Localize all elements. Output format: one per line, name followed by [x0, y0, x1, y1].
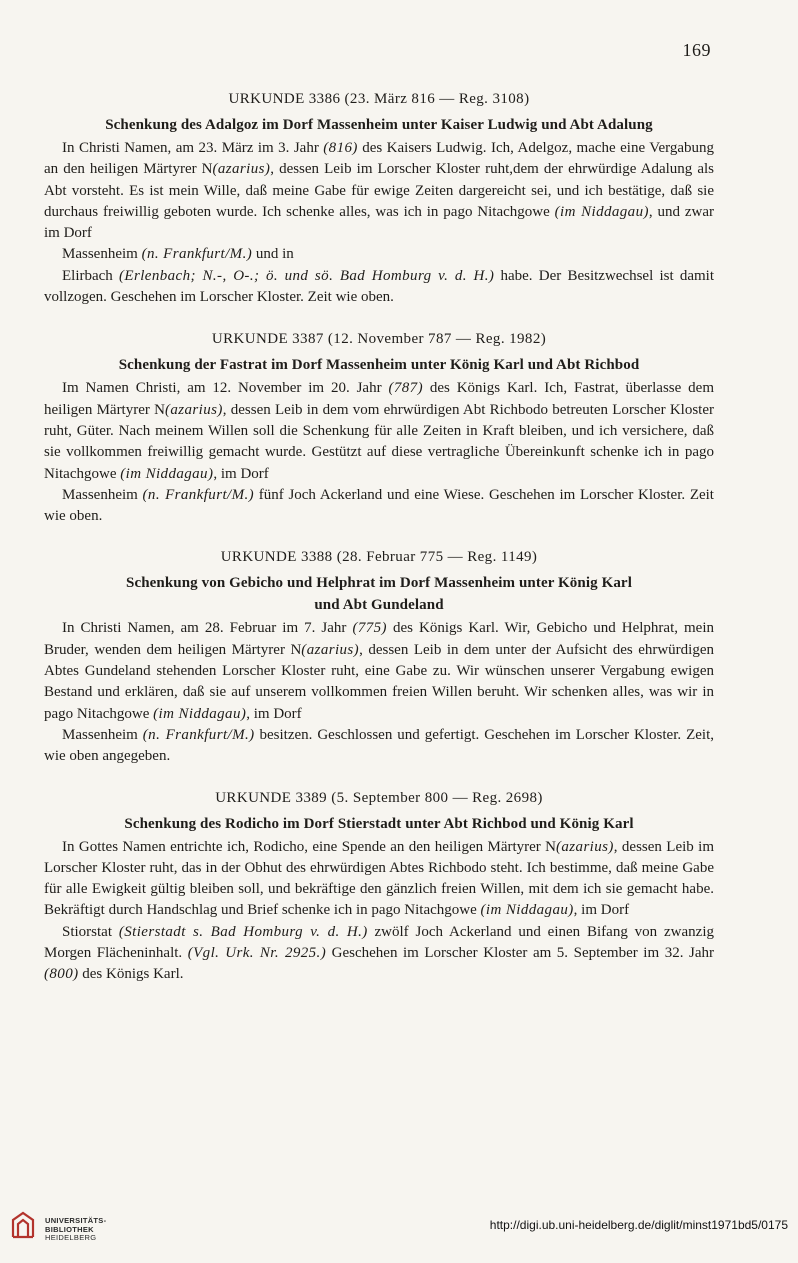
library-name: UNIVERSITÄTS- BIBLIOTHEK HEIDELBERG	[45, 1216, 107, 1242]
urkunde-3389	[44, 787, 714, 986]
paragraph: Massenheim (n. Frankfurt/M.) fünf Joch Ackerland und eine Wiese. Geschehen im Lorscher Kloster. Zeit wie oben.	[44, 486, 714, 525]
urkunde-heading: URKUNDE 3388 (28. Februar 775 — Reg. 1149)	[220, 549, 538, 566]
page-footer	[0, 1200, 798, 1250]
paragraph: Massenheim (n. Frankfurt/M.) und in	[62, 246, 294, 263]
urkunde-3387	[44, 328, 714, 527]
urkunde-heading: URKUNDE 3389 (5. September 800 — Reg. 2698)	[215, 789, 543, 806]
paragraph: Im Namen Christi, am 12. November im 20. Jahr (787) des Königs Karl. Ich, Fastrat, überlasse dem heiligen Märtyrer N(azarius), dessen Leib in dem vom ehrwürdigen Abt Richbodo betreuten Lorscher Kloster ruht, Güter. Nach meinem Willen soll die Schenkung für alle Zeiten in Kraft bleiben, und ich versichere, daß sie vollkommen freiwillig gemacht wurde. Gestützt auf diese vertragliche Übereinkunft schenke ich in pago Nitachgowe (im Niddagau), im Dorf	[44, 380, 714, 482]
urkunde-3388	[44, 546, 714, 767]
urkunde-title	[44, 572, 714, 616]
source-url-link[interactable]: http://digi.ub.uni-heidelberg.de/diglit/minst1971bd5/0175	[489, 1218, 788, 1232]
urkunde-3386	[44, 88, 714, 308]
urkunde-title-line: und Abt Gundeland	[314, 597, 444, 614]
paragraph: In Gottes Namen entrichte ich, Rodicho, eine Spende an den heiligen Märtyrer N(azarius), dessen Leib im Lorscher Kloster ruht, das in der Obhut des ehrwürdigen Abtes Richbodo steht. Ich bestimme, daß meine Gabe für alle Ewigkeit gültig bleiben soll, und bekräftige den gänzlich freien Willen, mit dem ich sie gemacht habe. Bekräftigt durch Handschlag und Brief schenke ich in pago Nitachgowe (im Niddagau), im Dorf	[44, 838, 714, 919]
urkunde-title-line: Schenkung von Gebicho und Helphrat im Dorf Massenheim unter König Karl	[126, 575, 632, 592]
urkunde-heading: URKUNDE 3387 (12. November 787 — Reg. 1982)	[211, 331, 547, 348]
urkunde-title: Schenkung des Adalgoz im Dorf Massenheim unter Kaiser Ludwig und Abt Adalung	[105, 117, 653, 133]
urkunde-heading: URKUNDE 3386 (23. März 816 — Reg. 3108)	[228, 91, 530, 107]
paragraph: In Christi Namen, am 28. Februar im 7. Jahr (775) des Königs Karl. Wir, Gebicho und Helphrat, mein Bruder, wenden dem heiligen Märtyrer N(azarius), dessen Leib in dem unter der Aufsicht des ehrwürdigen Abtes Gundeland stehenden Lorscher Kloster ruht, eine Gabe zu. Wir wünschen unserer Vergabung ewigen Bestand und erklären, daß sie auf unserem vollkommen freien Willen beruht. Wir schenken alles, was wir in pago Nitachgowe (im Niddagau), im Dorf	[44, 620, 715, 722]
document-body	[44, 88, 714, 986]
library-logo-icon	[10, 1210, 36, 1240]
paragraph: Massenheim (n. Frankfurt/M.) besitzen. Geschlossen und gefertigt. Geschehen im Lorscher Kloster. Zeit, wie oben angegeben.	[44, 726, 714, 765]
paragraph: Elirbach (Erlenbach; N.-, O-.; ö. und sö. Bad Homburg v. d. H.) habe. Der Besitzwechsel ist damit vollzogen. Geschehen im Lorscher Kloster. Zeit wie oben.	[44, 267, 714, 306]
paragraph: Stiorstat (Stierstadt s. Bad Homburg v. d. H.) zwölf Joch Ackerland und einen Bifang von zwanzig Morgen Flächeninhalt. (Vgl. Urk. Nr. 2925.) Geschehen im Lorscher Kloster am 5. September im 32. Jahr (800) des Königs Karl.	[44, 923, 714, 983]
page-number: 169	[682, 40, 711, 60]
urkunde-title: Schenkung des Rodicho im Dorf Stierstadt unter Abt Richbod und König Karl	[124, 815, 634, 832]
paragraph: In Christi Namen, am 23. März im 3. Jahr (816) des Kaisers Ludwig. Ich, Adelgoz, mache eine Vergabung an den heiligen Märtyrer N(azarius), dessen Leib im Lorscher Kloster ruht,dem der ehrwürdige Adalung als Abt vorsteht. Es ist mein Wille, daß meine Gabe für ewige Zeiten dargereicht sei, und ich bestätige, daß sie durchaus freiwillig geboten wurde. Ich schenke alles, was ich in pago Nitachgowe (im Niddagau), und zwar im Dorf	[44, 140, 714, 242]
urkunde-title: Schenkung der Fastrat im Dorf Massenheim unter König Karl und Abt Richbod	[118, 357, 640, 374]
